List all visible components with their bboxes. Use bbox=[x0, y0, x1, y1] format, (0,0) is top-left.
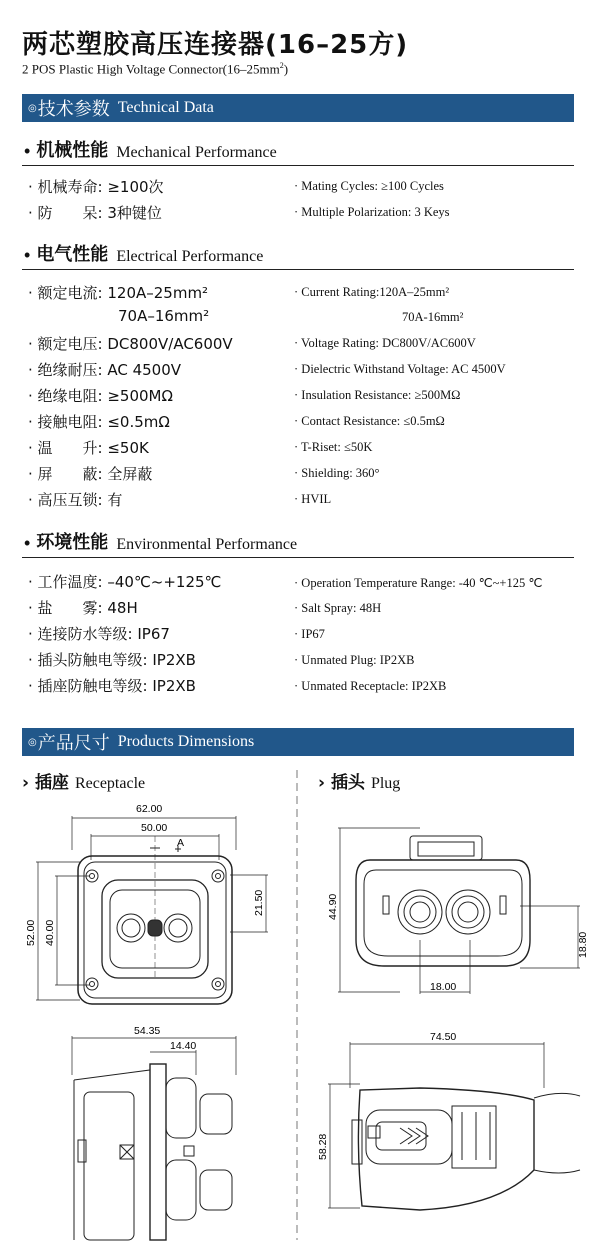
env-left-0: · 工作温度: –40℃~+125℃ bbox=[28, 573, 222, 591]
environmental-title-cn: 环境性能 bbox=[36, 532, 109, 553]
chevron-right-icon: › bbox=[22, 773, 30, 793]
dim-50: 50.00 bbox=[141, 822, 168, 834]
section-dot-icon: ◎ bbox=[28, 736, 37, 748]
elec-right-1: 70A-16mm² bbox=[402, 310, 464, 324]
dimensions-title-en: Products Dimensions bbox=[117, 733, 255, 750]
dim-44-9: 44.90 bbox=[327, 893, 339, 920]
dimensions-title-cn: 产品尺寸 bbox=[37, 733, 110, 754]
plug-side-view bbox=[328, 1042, 580, 1210]
elec-left-3: · 绝缘耐压: AC 4500V bbox=[28, 361, 182, 379]
bullet-icon: • bbox=[24, 245, 31, 265]
plug-title-cn: 插头 bbox=[330, 773, 365, 793]
mech-left-0: · 机械寿命: ≥100次 bbox=[28, 178, 164, 196]
page-title: 两芯塑胶高压连接器(16–25方) bbox=[22, 30, 409, 60]
env-right-4: · Unmated Receptacle: IP2XB bbox=[294, 679, 447, 693]
env-right-1: · Salt Spray: 48H bbox=[294, 601, 382, 615]
dim-52: 52.00 bbox=[25, 919, 37, 946]
dim-74-5: 74.50 bbox=[430, 1031, 457, 1043]
mech-left-1: · 防 呆: 3种键位 bbox=[28, 204, 162, 222]
mech-right-1: · Multiple Polarization: 3 Keys bbox=[294, 205, 450, 219]
electrical-title-en: Electrical Performance bbox=[116, 248, 264, 265]
page-subtitle: 2 POS Plastic High Voltage $Connector(16-25mm^2)$ bbox=[22, 61, 289, 77]
elec-left-2: · 额定电压: DC800V/AC600V bbox=[28, 335, 233, 353]
bullet-icon: • bbox=[24, 533, 31, 553]
mechanical-title-cn: 机械性能 bbox=[36, 140, 109, 161]
dim-A: A bbox=[177, 837, 185, 849]
dim-58-28: 58.28 bbox=[317, 1133, 329, 1160]
receptacle-front-view bbox=[36, 816, 268, 1004]
dim-54-35: 54.35 bbox=[134, 1025, 161, 1037]
elec-left-4: · 绝缘电阻: ≥500MΩ bbox=[28, 387, 173, 405]
dim-14-4: 14.40 bbox=[170, 1040, 197, 1052]
technical-data-title-cn: 技术参数 bbox=[37, 99, 110, 120]
dim-18: 18.00 bbox=[430, 981, 457, 993]
elec-left-1: 70A–16mm² bbox=[118, 307, 210, 325]
elec-left-5: · 接触电阻: ≤0.5mΩ bbox=[28, 413, 170, 431]
dim-62: 62.00 bbox=[136, 803, 163, 815]
env-right-0: · Operation Temperature Range: -40 ℃~+125 ℃ bbox=[294, 576, 543, 590]
receptacle-title-cn: 插座 bbox=[34, 773, 69, 793]
plug-title-en: Plug bbox=[370, 775, 401, 792]
elec-right-6: · T-Riset: ≤50K bbox=[294, 440, 373, 454]
elec-left-8: · 高压互锁: 有 bbox=[28, 491, 123, 509]
env-left-2: · 连接防水等级: IP67 bbox=[28, 625, 170, 643]
dim-21-5: 21.50 bbox=[253, 889, 265, 916]
technical-data-title-en: Technical Data bbox=[117, 99, 214, 116]
electrical-title-cn: 电气性能 bbox=[36, 244, 109, 265]
elec-right-2: · Voltage Rating: DC800V/AC600V bbox=[294, 336, 476, 350]
elec-right-7: · Shielding: 360° bbox=[294, 466, 380, 480]
env-left-1: · 盐 雾: 48H bbox=[28, 599, 138, 617]
plug-front-view bbox=[338, 828, 580, 994]
bullet-icon: • bbox=[24, 141, 31, 161]
section-dot-icon: ◎ bbox=[28, 102, 37, 114]
elec-right-0: · Current Rating:120A–25mm² bbox=[294, 285, 450, 299]
mechanical-title-en: Mechanical Performance bbox=[116, 144, 277, 161]
elec-right-3: · Dielectric Withstand Voltage: AC 4500V bbox=[294, 362, 506, 376]
mech-right-0: · Mating Cycles: ≥100 Cycles bbox=[294, 179, 444, 193]
receptacle-title-en: Receptacle bbox=[74, 775, 146, 792]
env-right-3: · Unmated Plug: IP2XB bbox=[294, 653, 415, 667]
chevron-right-icon: › bbox=[318, 773, 326, 793]
elec-right-8: · HVIL bbox=[294, 492, 332, 506]
receptacle-side-view bbox=[72, 1036, 236, 1240]
elec-left-6: · 温 升: ≤50K bbox=[28, 439, 149, 457]
dim-18-8: 18.80 bbox=[577, 931, 589, 958]
env-right-2: · IP67 bbox=[294, 627, 325, 641]
elec-right-5: · Contact Resistance: ≤0.5mΩ bbox=[294, 414, 445, 428]
elec-left-7: · 屏 蔽: 全屏蔽 bbox=[28, 465, 153, 483]
elec-left-0: · 额定电流: 120A–25mm² bbox=[28, 284, 209, 302]
dim-40: 40.00 bbox=[44, 919, 56, 946]
elec-right-4: · Insulation Resistance: ≥500MΩ bbox=[294, 388, 461, 402]
env-left-3: · 插头防触电等级: IP2XB bbox=[28, 651, 196, 669]
environmental-title-en: Environmental Performance bbox=[116, 536, 298, 553]
env-left-4: · 插座防触电等级: IP2XB bbox=[28, 677, 196, 695]
